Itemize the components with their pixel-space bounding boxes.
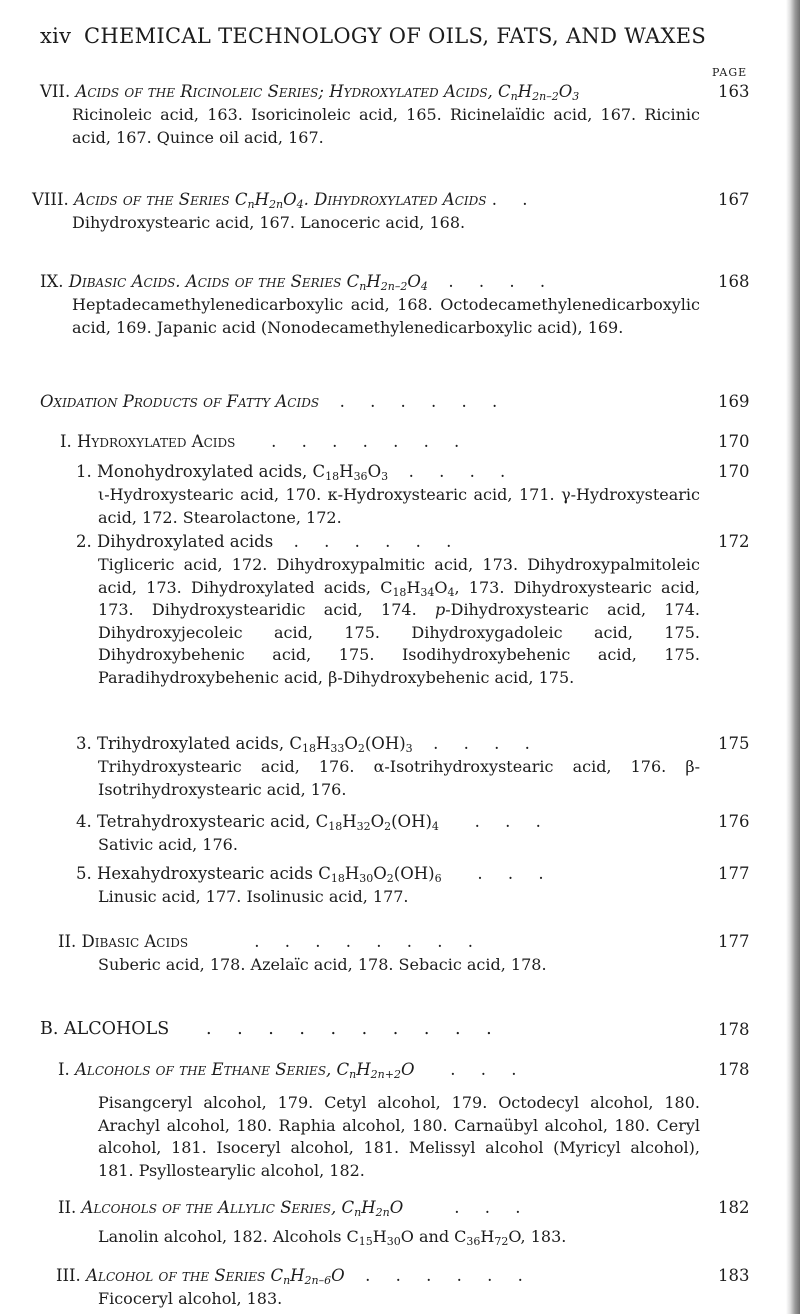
toc-heading-hydroxylated: I. Hydroxylated Acids . . . . . . . — [60, 432, 470, 451]
toc-heading-oxidation: Oxidation Products of Fatty Acids . . . . . . — [40, 392, 508, 411]
section-number: III. — [56, 1266, 81, 1285]
toc-page-number: 170 — [718, 432, 750, 451]
toc-page-number: 167 — [718, 190, 750, 209]
section-title: Tetrahydroxystearic acid, — [97, 812, 311, 831]
formula: $C_nH_{2n}O_4$. — [234, 190, 309, 211]
section-title: Hexahydroxystearic acids — [97, 864, 313, 883]
section-title: Dihydroxylated acids — [97, 532, 274, 551]
toc-entry-body: ι-Hydroxystearic acid, 170. κ-Hydroxystearic acid, 171. γ-Hydroxystearic acid, 172. Stearolactone, 172. — [98, 485, 700, 527]
section-title: Acids of the Series — [73, 190, 230, 209]
toc-page-number: 182 — [718, 1198, 750, 1217]
toc-page-number: 176 — [718, 812, 750, 831]
section-number: I. — [58, 1060, 70, 1079]
toc-page-number: 177 — [718, 864, 750, 883]
section-number: 3. — [76, 734, 92, 753]
toc-page-number: 183 — [718, 1266, 750, 1285]
toc-heading-hexa: 5. Hexahydroxystearic acids $C_{18}H_{30}O_2(OH)_6$ . . . — [76, 864, 554, 885]
toc-page-number: 169 — [718, 392, 750, 411]
section-title: Alcohols of the Allylic Series, — [81, 1198, 337, 1217]
formula: $C_{18}H_{33}O_2(OH)_3$ — [289, 734, 413, 755]
section-title: Monohydroxylated acids, — [97, 462, 308, 481]
section-number: II. — [58, 932, 77, 951]
section-title: Hydroxylated Acids — [77, 432, 236, 451]
toc-entry-body: Ficoceryl alcohol, 183. — [98, 1289, 283, 1308]
toc-entry-body: Suberic acid, 178. Azelaïc acid, 178. Sebacic acid, 178. — [98, 955, 547, 974]
formula: $C_{18}H_{32}O_2(OH)_4$ — [315, 812, 439, 833]
section-number: I. — [60, 432, 72, 451]
toc-heading-tetra: 4. Tetrahydroxystearic acid, $C_{18}H_{32}O_2(OH)_4$ . . . — [76, 812, 551, 833]
section-title: Oxidation Products of Fatty Acids — [40, 392, 320, 411]
toc-page-number: 163 — [718, 82, 750, 101]
section-number: II. — [58, 1198, 77, 1217]
toc-heading-viii: VIII. Acids of the Series $C_nH_{2n}O_4$. Dihydroxylated Acids . . — [32, 190, 538, 211]
page-spine-shadow — [786, 0, 800, 1314]
toc-entry-body: Lanolin alcohol, 182. Alcohols $C_{15}H_{30}O$ and $C_{36}H_{72}O$, 183. — [98, 1227, 567, 1248]
toc-entry-body: Pisangceryl alcohol, 179. Cetyl alcohol, 179. Octodecyl alcohol, 180. Arachyl alcohol, 180. Raphia alcohol, 180. Carnaübyl alcohol, 180. Ceryl alcohol, 181. Isoceryl alcohol, 181. Melissyl alcohol (Myricyl alcohol), 181. Psyllostearylic alcohol, 182. — [98, 1093, 700, 1180]
toc-entry-body: Sativic acid, 176. — [98, 835, 238, 854]
formula: $C_nH_{2n}O$ — [341, 1198, 404, 1219]
section-number: IX. — [40, 272, 64, 291]
toc-page-number: 178 — [718, 1060, 750, 1079]
formula: $C_nH_{2n-2}O_4$ — [346, 272, 428, 293]
toc-heading-mono: 1. Monohydroxylated acids, $C_{18}H_{36}O_3$ . . . . — [76, 462, 516, 483]
formula: $C_{15}H_{30}O$ — [346, 1227, 414, 1248]
toc-entry-body: Heptadecamethylenedicarboxylic acid, 168. Octodecamethylenedicarboxylic acid, 169. Japanic acid (Nonodecamethylenedicarboxylic acid), 169. — [72, 295, 700, 337]
toc-page-number: 175 — [718, 734, 750, 753]
toc-entry-body: Ricinoleic acid, 163. Isoricinoleic acid, 165. Ricinelaïdic acid, 167. Ricinic acid, 167. Quince oil acid, 167. — [72, 105, 700, 147]
toc-heading-ethane: I. Alcohols of the Ethane Series, $C_nH_{2n+2}O$ . . . — [58, 1060, 527, 1081]
toc-page-number: 168 — [718, 272, 750, 291]
running-header — [40, 24, 706, 48]
section-number: B. — [40, 1019, 59, 1039]
toc-entry-body: Linusic acid, 177. Isolinusic acid, 177. — [98, 887, 409, 906]
toc-heading-alcohols: B. ALCOHOLS . . . . . . . . . . — [40, 1019, 502, 1039]
formula: $C_{36}H_{72}O$ — [454, 1227, 521, 1248]
toc-entry-body: Tigliceric acid, 172. Dihydroxypalmitic acid, 173. Dihydroxypalmitoleic acid, 173. Dihydroxylated acids, $C_{18}H_{34}O_4$, 173. Dihydroxystearic acid, 173. Dihydroxystearidic acid, 174. p-Dihydroxystearic acid, 174. Dihydroxyjecoleic acid, 175. Dihydroxygadoleic acid, 175. Dihydroxybehenic acid, 175. Isodihydroxybehenic acid, 175. Paradihydroxybehenic acid, β-Dihydroxybehenic acid, 175. — [98, 555, 701, 687]
formula: $C_nH_{2n-6}O$ — [270, 1266, 345, 1287]
section-title-continued: Dihydroxylated Acids — [314, 190, 487, 209]
toc-page-number: 178 — [718, 1020, 750, 1039]
section-title: Alcohols of the Ethane Series, — [75, 1060, 332, 1079]
toc-entry-body: Dihydroxystearic acid, 167. Lanoceric acid, 168. — [72, 213, 466, 232]
section-number: 4. — [76, 812, 92, 831]
toc-page-number: 172 — [718, 532, 750, 551]
toc-heading-dibasic: II. Dibasic Acids . . . . . . . . — [58, 932, 483, 951]
page-column-label: PAGE — [712, 66, 748, 79]
section-number: 5. — [76, 864, 92, 883]
header-running-title: CHEMICAL TECHNOLOGY OF OILS, FATS, AND WAXES — [84, 24, 707, 48]
section-title: Alcohol of the Series — [86, 1266, 266, 1285]
toc-heading-allylic: II. Alcohols of the Allylic Series, $C_nH_{2n}O$ . . . — [58, 1198, 531, 1219]
section-number: VIII. — [32, 190, 69, 209]
section-title: Acids of the Ricinoleic Series; Hydroxylated Acids, — [75, 82, 493, 101]
section-title: Dibasic Acids — [81, 932, 189, 951]
formula: $C_nH_{2n-2}O_3$ — [498, 82, 580, 103]
section-number: 2. — [76, 532, 92, 551]
formula: $C_nH_{2n+2}O$ — [336, 1060, 415, 1081]
toc-heading-di: 2. Dihydroxylated acids . . . . . . — [76, 532, 462, 551]
toc-heading-series-iii: III. Alcohol of the Series $C_nH_{2n-6}O$ . . . . . . — [56, 1266, 533, 1287]
formula: $C_{18}H_{30}O_2(OH)_6$ — [318, 864, 442, 885]
formula: $C_{18}H_{36}O_3$ — [312, 462, 389, 483]
formula: $C_{18}H_{34}O_4$ — [380, 577, 455, 599]
toc-heading-tri: 3. Trihydroxylated acids, $C_{18}H_{33}O_2(OH)_3$ . . . . — [76, 734, 540, 755]
toc-entry-body: Trihydroxystearic acid, 176. α-Isotrihydroxystearic acid, 176. β-Isotrihydroxystearic acid, 176. — [98, 757, 701, 799]
section-title: ALCOHOLS — [64, 1019, 170, 1039]
section-number: 1. — [76, 462, 92, 481]
toc-heading-vii — [40, 80, 579, 103]
header-page-number: xiv — [40, 24, 72, 48]
section-number: VII. — [40, 82, 71, 101]
toc-page-number: 177 — [718, 932, 750, 951]
toc-heading-ix: IX. Dibasic Acids. Acids of the Series $C_nH_{2n-2}O_4$ . . . . — [40, 272, 556, 293]
section-title: Dibasic Acids. Acids of the Series — [68, 272, 342, 291]
toc-page-number: 170 — [718, 462, 750, 481]
section-title: Trihydroxylated acids, — [97, 734, 285, 753]
